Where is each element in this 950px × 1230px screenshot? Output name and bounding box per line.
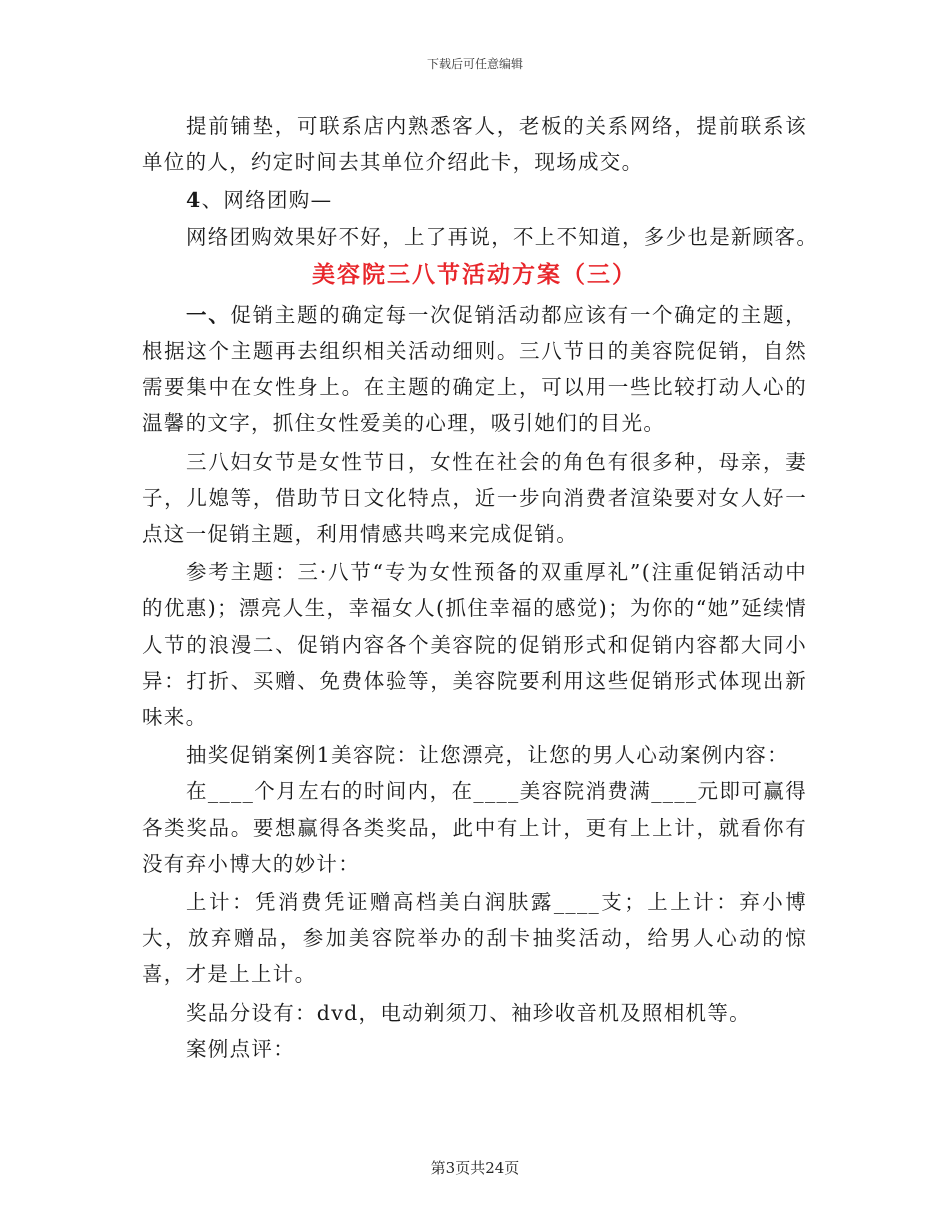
paragraph-upper-plan: 上计：凭消费凭证赠高档美白润肤露____支；上上计：弃小博大，放弃赠品，参加美容院举办的刮卡抽奖活动，给男人心动的惊喜，才是上上计。	[142, 890, 807, 987]
paragraph-advance-preparation: 提前铺垫，可联系店内熟悉客人，老板的关系网络，提前联系该单位的人，约定时间去其单位介绍此卡，现场成交。	[142, 114, 807, 175]
list-marker: 一、	[186, 302, 231, 327]
section-heading-group-buying: 4、网络团购—	[186, 188, 333, 213]
paragraph-case-content: 在____个月左右的时间内，在____美容院消费满____元即可赢得各类奖品。要想赢得各类奖品，此中有上计，更有上上计，就看你有没有弃小博大的妙计：	[142, 779, 807, 876]
section-number: 4	[186, 188, 202, 213]
paragraph-prizes: 奖品分设有：dvd，电动剃须刀、袖珍收音机及照相机等。	[186, 1000, 751, 1025]
paragraph-group-buying: 网络团购效果好不好，上了再说，不上不知道，多少也是新顾客。	[186, 224, 819, 249]
document-body	[142, 108, 819, 1067]
header-note: 下载后可任意编辑	[426, 57, 523, 71]
paragraph-reference-theme: 参考主题：三·八节“专为女性预备的双重厚礼”(注重促销活动中的优惠)；漂亮人生，幸福女人(抓住幸福的感觉)；为你的“她”延续情人节的浪漫二、促销内容各个美容院的促销形式和促销内容都大同小异：打折、买赠、免费体验等，美容院要利用这些促销形式体现出新味来。	[142, 560, 807, 730]
page-number: 第3页共24页	[430, 1159, 520, 1177]
paragraph-womens-day: 三八妇女节是女性节日，女性在社会的角色有很多种，母亲，妻子，儿媳等，借助节日文化特点，近一步向消费者渲染要对女人好一点这一促销主题，利用情感共鸣来完成促销。	[142, 449, 807, 547]
paragraph-case-review: 案例点评：	[186, 1036, 295, 1061]
document-title: 美容院三八节活动方案（三）	[312, 260, 637, 288]
paragraph-promotion-theme: 一、促销主题的确定每一次促销活动都应该有一个确定的主题，根据这个主题再去组织相关活动细则。三八节日的美容院促销，自然需要集中在女性身上。在主题的确定上，可以用一些比较打动人心的温馨的文字，抓住女性爱美的心理，吸引她们的目光。	[142, 302, 807, 436]
paragraph-lottery-case: 抽奖促销案例1美容院：让您漂亮，让您的男人心动案例内容：	[186, 743, 789, 768]
